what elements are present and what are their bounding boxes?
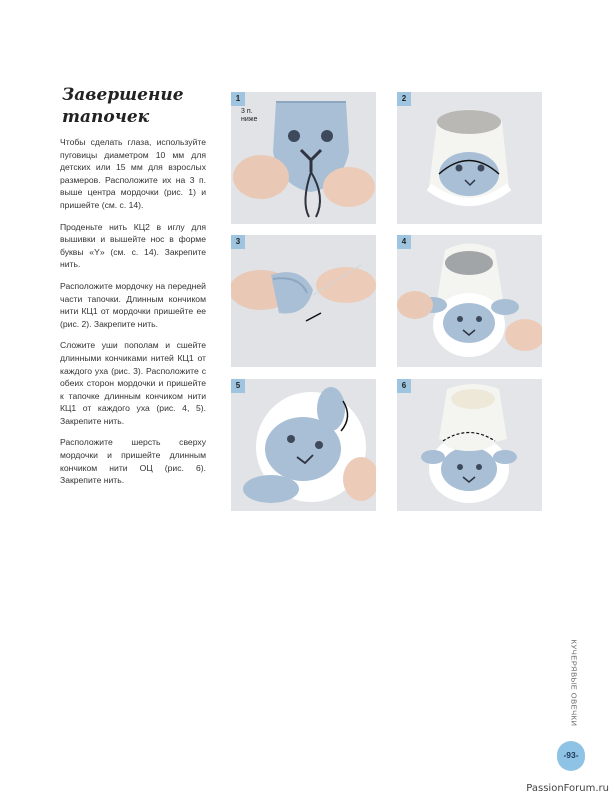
photo-step-4 [397,235,542,367]
annotation-line: ниже [241,116,258,123]
photo-annotation [241,108,257,124]
photo-number-badge: 3 [231,235,245,249]
page-number-badge [557,741,585,771]
section-title-line-2: тапочек [62,107,150,127]
watermark: PassionForum.ru [526,783,609,794]
page-number: -93- [563,750,579,760]
photo-number-badge: 5 [231,379,245,393]
paragraph: Расположите мордочку на передней части тапочки. Длинным кончиком нити КЦ1 от мордочки пришейте ее (рис. 2). Закрепите нить. [60,280,206,329]
photo-number-badge: 6 [397,379,411,393]
photo-step-6-image [397,379,542,511]
photo-step-3-image [231,235,376,367]
section-title [62,84,192,128]
chapter-side-label [568,640,580,726]
photo-number-badge: 1 [231,92,245,106]
photo-step-5 [231,379,376,511]
photo-step-5-image [231,379,376,511]
photo-step-1 [231,92,376,224]
section-title-line-1: Завершение [62,85,184,105]
photo-step-3 [231,235,376,367]
annotation-line: 3 п. [241,108,253,115]
paragraph: Расположите шерсть сверху мордочки и пришейте длинным кончиком нити ОЦ (рис. 6). Закрепите нить. [60,437,206,486]
photo-number-badge: 2 [397,92,411,106]
paragraph: Чтобы сделать глаза, используйте пуговицы диаметром 10 мм для детских или 15 мм для взрослых размеров. Расположите их на 3 п. выше центра мордочки (рис. 1) и пришейте (см. с. 14). [60,137,206,210]
photo-step-2 [397,92,542,224]
photo-number-badge: 4 [397,235,411,249]
paragraph: Проденьте нить КЦ2 в иглу для вышивки и вышейте нос в форме буквы «Y» (см. с. 14). Закрепите нить. [60,221,206,270]
chapter-side-label-text: КУЧЕРЯВЫЕ ОВЕЧКИ [569,639,579,727]
photo-step-4-image [397,235,542,367]
paragraph: Сложите уши пополам и сшейте длинными кончиками нитей КЦ1 от каждого уха (рис. 3). Расположите с обеих сторон мордочки и пришейте к тапочке длинным кончиком нити КЦ1 от каждого уха (рис. 4, 5). Закрепите нить. [60,340,206,426]
instructions-text [60,136,206,496]
photo-step-6 [397,379,542,511]
photo-step-2-image [397,92,542,224]
